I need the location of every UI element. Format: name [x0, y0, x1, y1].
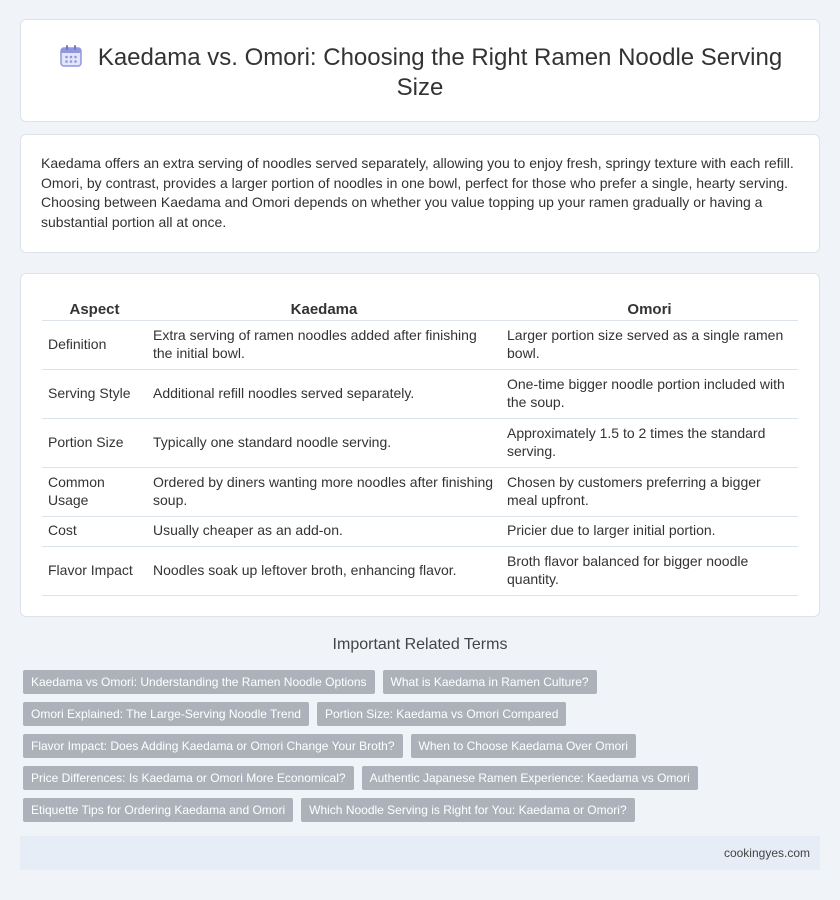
table-row	[42, 467, 798, 516]
tag-row	[23, 734, 823, 758]
header-omori: Omori	[501, 294, 798, 320]
row-aspect: Flavor Impact	[42, 546, 147, 595]
table-row	[42, 369, 798, 418]
tag-row	[23, 798, 823, 822]
related-term-link[interactable]: What is Kaedama in Ramen Culture?	[383, 670, 597, 694]
row-omori: One-time bigger noodle portion included with the soup.	[501, 369, 798, 418]
related-terms-heading: Important Related Terms	[332, 636, 508, 653]
row-aspect: Serving Style	[42, 369, 147, 418]
intro-paragraph: Kaedama offers an extra serving of noodles served separately, allowing you to enjoy fresh, springy texture with each refill. Omori, by contrast, provides a larger portion of noodles in one bowl, perfect for those who prefer a single, hearty serving. Choosing between Kaedama and Omori depends on whether you value topping up your ramen gradually or having a substantial portion all at once.	[41, 155, 794, 230]
row-kaedama: Ordered by diners wanting more noodles after finishing soup.	[147, 467, 501, 516]
related-term-link[interactable]: Which Noodle Serving is Right for You: Kaedama or Omori?	[301, 798, 635, 822]
table-row	[42, 546, 798, 595]
row-aspect: Definition	[42, 320, 147, 369]
row-kaedama: Extra serving of ramen noodles added after finishing the initial bowl.	[147, 320, 501, 369]
tag-row	[23, 670, 823, 694]
footer	[20, 836, 820, 870]
header-aspect: Aspect	[42, 294, 147, 320]
related-term-link[interactable]: Price Differences: Is Kaedama or Omori More Economical?	[23, 766, 354, 790]
row-omori: Chosen by customers preferring a bigger meal upfront.	[501, 467, 798, 516]
title-card	[20, 19, 820, 122]
page-title	[51, 43, 789, 103]
row-omori: Broth flavor balanced for bigger noodle quantity.	[501, 546, 798, 595]
comparison-table-card	[20, 273, 820, 617]
header-kaedama: Kaedama	[147, 294, 501, 320]
related-term-link[interactable]: Portion Size: Kaedama vs Omori Compared	[317, 702, 566, 726]
row-omori: Pricier due to larger initial portion.	[501, 516, 798, 546]
related-term-link[interactable]: Etiquette Tips for Ordering Kaedama and Omori	[23, 798, 293, 822]
row-kaedama: Noodles soak up leftover broth, enhancing flavor.	[147, 546, 501, 595]
related-term-link[interactable]: When to Choose Kaedama Over Omori	[411, 734, 636, 758]
table-row	[42, 418, 798, 467]
row-kaedama: Usually cheaper as an add-on.	[147, 516, 501, 546]
comparison-table	[42, 294, 798, 596]
row-kaedama: Additional refill noodles served separately.	[147, 369, 501, 418]
related-term-link[interactable]: Omori Explained: The Large-Serving Noodle Trend	[23, 702, 309, 726]
row-omori: Larger portion size served as a single ramen bowl.	[501, 320, 798, 369]
footer-site-link[interactable]: cookingyes.com	[723, 846, 810, 860]
page-title-text: Kaedama vs. Omori: Choosing the Right Ramen Noodle Serving Size	[97, 44, 783, 101]
table-header-row	[42, 294, 798, 320]
tag-row	[23, 702, 823, 726]
table-row	[42, 320, 798, 369]
row-aspect: Common Usage	[42, 467, 147, 516]
related-term-link[interactable]: Kaedama vs Omori: Understanding the Ramen Noodle Options	[23, 670, 375, 694]
related-terms-list	[23, 670, 823, 830]
row-aspect: Cost	[42, 516, 147, 546]
calendar-icon	[58, 43, 84, 69]
table-row	[42, 516, 798, 546]
related-term-link[interactable]: Flavor Impact: Does Adding Kaedama or Omori Change Your Broth?	[23, 734, 403, 758]
row-kaedama: Typically one standard noodle serving.	[147, 418, 501, 467]
tag-row	[23, 766, 823, 790]
row-omori: Approximately 1.5 to 2 times the standard serving.	[501, 418, 798, 467]
related-term-link[interactable]: Authentic Japanese Ramen Experience: Kaedama vs Omori	[362, 766, 698, 790]
intro-card	[20, 134, 820, 253]
row-aspect: Portion Size	[42, 418, 147, 467]
